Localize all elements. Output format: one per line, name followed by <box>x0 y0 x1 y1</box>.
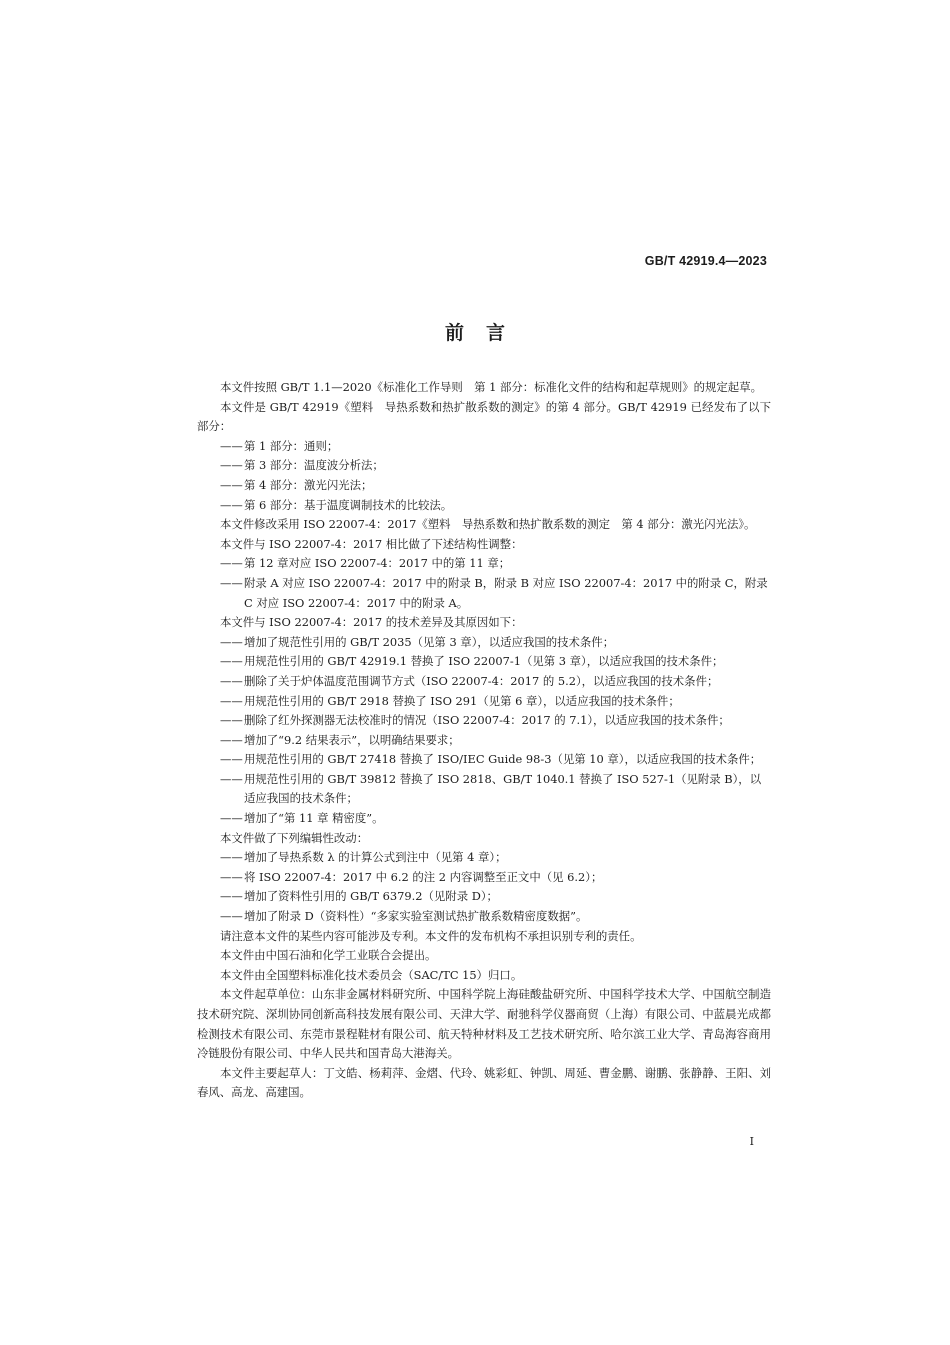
list-item: ——增加了“第 11 章 精密度”。 <box>220 811 384 826</box>
paragraph-proposer: 本文件由中国石油和化学工业联合会提出。 <box>220 948 437 963</box>
paragraph-structural-intro: 本文件与 ISO 22007-4：2017 相比做了下述结构性调整： <box>220 536 523 551</box>
parts-list <box>197 437 771 515</box>
paragraph-drafters: 本文件主要起草人：丁文皓、杨莉萍、金熠、代玲、姚彩虹、钟凯、周延、曹金鹏、谢鹏、张静静、王阳、刘春风、高龙、高建国。 <box>197 1065 771 1100</box>
list-item: ——第 3 部分：温度波分析法； <box>220 458 384 473</box>
foreword-body <box>197 378 771 1103</box>
paragraph-adoption: 本文件修改采用 ISO 22007-4：2017《塑料 导热系数和热扩散系数的测定 第 4 部分：激光闪光法》。 <box>220 517 756 532</box>
list-item: ——删除了关于炉体温度范围调节方式（ISO 22007-4：2017 的 5.2），以适应我国的技术条件； <box>220 673 719 688</box>
list-item: ——用规范性引用的 GB/T 2918 替换了 ISO 291（见第 6 章），以适应我国的技术条件； <box>220 693 680 708</box>
list-item: ——删除了红外探测器无法校准时的情况（ISO 22007-4：2017 的 7.1），以适应我国的技术条件； <box>220 713 730 728</box>
list-item: ——增加了导热系数 λ 的计算公式到注中（见第 4 章）； <box>220 850 507 865</box>
page-number: I <box>749 1135 754 1148</box>
paragraph-drafting-rules: 本文件按照 GB/T 1.1—2020《标准化工作导则 第 1 部分：标准化文件的结构和起草规则》的规定起草。 <box>220 380 762 394</box>
standard-code: GB/T 42919.4—2023 <box>644 254 767 268</box>
paragraph-series-info: 本文件是 GB/T 42919《塑料 导热系数和热扩散系数的测定》的第 4 部分。GB/T 42919 已经发布了以下部分： <box>197 399 771 434</box>
list-item: ——增加了“9.2 结果表示”，以明确结果要求； <box>220 732 460 747</box>
list-item: ——第 1 部分：通则； <box>220 438 339 453</box>
list-item: ——第 4 部分：激光闪光法； <box>220 477 373 492</box>
page-title: 前言 <box>444 322 527 344</box>
list-item: ——附录 A 对应 ISO 22007-4：2017 中的附录 B，附录 B 对应 ISO 22007-4：2017 中的附录 C，附录 C 对应 ISO 22007-4：2017 中的附录 A。 <box>220 575 768 610</box>
list-item: ——用规范性引用的 GB/T 42919.1 替换了 ISO 22007-1（见第 3 章），以适应我国的技术条件； <box>220 654 724 669</box>
structural-changes-list <box>197 554 771 613</box>
list-item: ——增加了规范性引用的 GB/T 2035（见第 3 章），以适应我国的技术条件； <box>220 634 615 649</box>
list-item: ——将 ISO 22007-4：2017 中 6.2 的注 2 内容调整至正文中（见 6.2）； <box>220 869 603 884</box>
list-item: ——第 12 章对应 ISO 22007-4：2017 中的第 11 章； <box>220 556 511 571</box>
paragraph-drafting-units: 本文件起草单位：山东非金属材料研究所、中国科学院上海硅酸盐研究所、中国科学技术大学、中国航空制造技术研究院、深圳协同创新高科技发展有限公司、天津大学、耐驰科学仪器商贸（上海）有限公司、中蓝晨光成都检测技术有限公司、东莞市景程鞋材有限公司、航天特种材料及工艺技术研究所、哈尔滨工业大学、青岛海容商用冷链股份有限公司、中华人民共和国青岛大港海关。 <box>197 987 771 1061</box>
technical-differences-list <box>197 633 771 829</box>
list-item: ——用规范性引用的 GB/T 39812 替换了 ISO 2818、GB/T 1040.1 替换了 ISO 527-1（见附录 B），以适应我国的技术条件； <box>220 771 762 806</box>
list-item: ——增加了附录 D（资料性）“多家实验室测试热扩散系数精密度数据”。 <box>220 909 588 924</box>
editorial-changes-list <box>197 848 771 926</box>
list-item: ——增加了资料性引用的 GB/T 6379.2（见附录 D）； <box>220 889 498 904</box>
list-item: ——用规范性引用的 GB/T 27418 替换了 ISO/IEC Guide 98-3（见第 10 章），以适应我国的技术条件； <box>220 752 762 767</box>
paragraph-editorial-intro: 本文件做了下列编辑性改动： <box>220 830 369 845</box>
list-item: ——第 6 部分：基于温度调制技术的比较法。 <box>220 497 453 512</box>
paragraph-patent-notice: 请注意本文件的某些内容可能涉及专利。本文件的发布机构不承担识别专利的责任。 <box>220 928 642 943</box>
paragraph-committee: 本文件由全国塑料标准化技术委员会（SAC/TC 15）归口。 <box>220 967 523 982</box>
paragraph-technical-intro: 本文件与 ISO 22007-4：2017 的技术差异及其原因如下： <box>220 615 523 630</box>
